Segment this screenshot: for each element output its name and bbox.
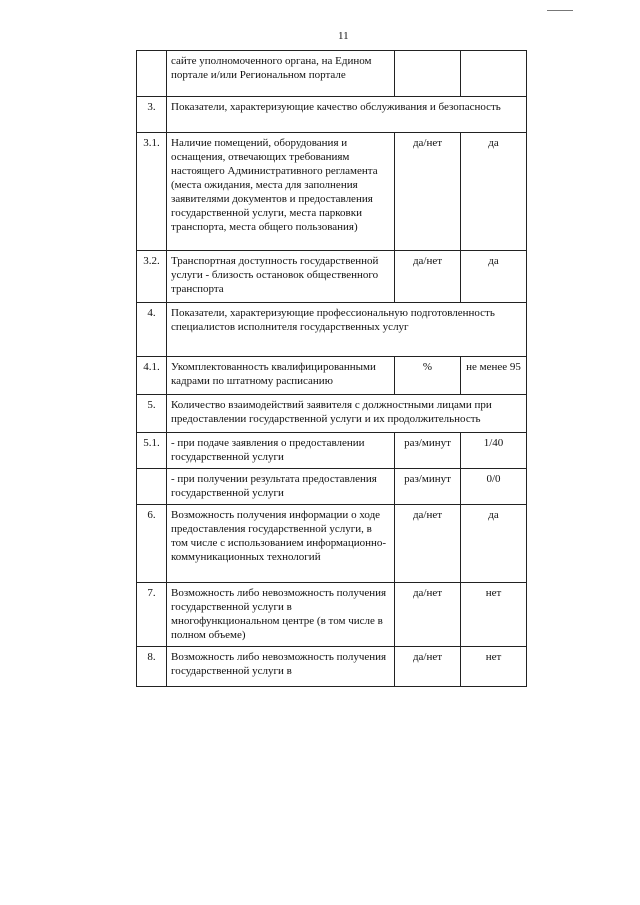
table-row <box>137 251 527 303</box>
row-number: 3.2. <box>137 251 167 303</box>
indicator-text: Возможность получения информации о ходе предоставления государственной услуги, в том числе с использованием информационно-коммуникационных технологий <box>167 505 395 583</box>
unit-cell: раз/минут <box>395 469 461 505</box>
table-row <box>137 395 527 433</box>
row-number: 3. <box>137 97 167 133</box>
table-row <box>137 133 527 251</box>
unit-cell: да/нет <box>395 647 461 687</box>
value-cell: 0/0 <box>461 469 527 505</box>
row-number: 5. <box>137 395 167 433</box>
row-number: 3.1. <box>137 133 167 251</box>
unit-cell: % <box>395 357 461 395</box>
row-number: 6. <box>137 505 167 583</box>
indicator-text: - при получении результата предоставления государственной услуги <box>167 469 395 505</box>
page-number: 11 <box>338 30 349 42</box>
value-cell: да <box>461 133 527 251</box>
table-row <box>137 583 527 647</box>
indicator-text: Транспортная доступность государственной услуги - близость остановок общественного транспорта <box>167 251 395 303</box>
table-row <box>137 51 527 97</box>
table-row <box>137 469 527 505</box>
table-row <box>137 357 527 395</box>
table-row <box>137 433 527 469</box>
unit-cell: да/нет <box>395 251 461 303</box>
table-row <box>137 303 527 357</box>
indicator-text: - при подаче заявления о предоставлении государственной услуги <box>167 433 395 469</box>
section-heading: Показатели, характеризующие качество обслуживания и безопасность <box>167 97 527 133</box>
value-cell <box>461 51 527 97</box>
value-cell: не менее 95 <box>461 357 527 395</box>
value-cell: нет <box>461 647 527 687</box>
section-heading: Показатели, характеризующие профессиональную подготовленность специалистов исполнителя государственных услуг <box>167 303 527 357</box>
table-row <box>137 505 527 583</box>
unit-cell: да/нет <box>395 133 461 251</box>
indicator-text: Возможность либо невозможность получения государственной услуги в <box>167 647 395 687</box>
value-cell: да <box>461 251 527 303</box>
table-row <box>137 647 527 687</box>
corner-mark <box>547 10 573 11</box>
value-cell: да <box>461 505 527 583</box>
row-number: 4.1. <box>137 357 167 395</box>
indicator-text: Возможность либо невозможность получения государственной услуги в многофункциональном центре (в том числе в полном объеме) <box>167 583 395 647</box>
row-number: 4. <box>137 303 167 357</box>
unit-cell <box>395 51 461 97</box>
row-number: 8. <box>137 647 167 687</box>
row-number <box>137 51 167 97</box>
table-row <box>137 97 527 133</box>
unit-cell: раз/минут <box>395 433 461 469</box>
row-number: 5.1. <box>137 433 167 469</box>
indicators-table <box>136 50 527 687</box>
unit-cell: да/нет <box>395 505 461 583</box>
unit-cell: да/нет <box>395 583 461 647</box>
value-cell: 1/40 <box>461 433 527 469</box>
section-heading: Количество взаимодействий заявителя с должностными лицами при предоставлении государственной услуги и их продолжительность <box>167 395 527 433</box>
indicator-text: Укомплектованность квалифицированными кадрами по штатному расписанию <box>167 357 395 395</box>
indicator-text: сайте уполномоченного органа, на Едином портале и/или Региональном портале <box>167 51 395 97</box>
value-cell: нет <box>461 583 527 647</box>
row-number: 7. <box>137 583 167 647</box>
row-number <box>137 469 167 505</box>
indicator-text: Наличие помещений, оборудования и оснащения, отвечающих требованиям настоящего Административного регламента (места ожидания, места для заполнения заявителями документов и предоставления государственной услуги, места парковки транспорта, места общего пользования) <box>167 133 395 251</box>
